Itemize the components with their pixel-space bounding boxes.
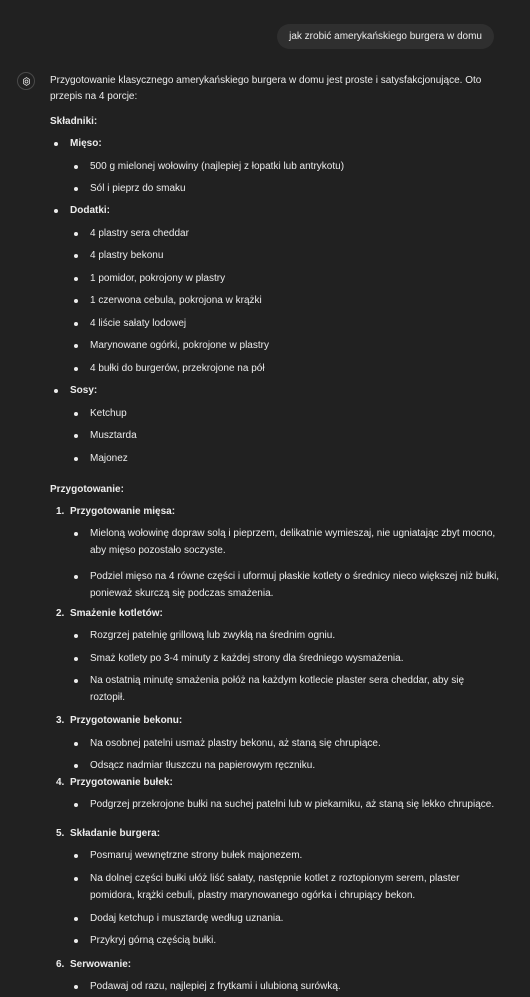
step-number: 2. [56,608,65,619]
step-item-text: Mieloną wołowinę dopraw solą i pieprzem, delikatnie wymieszaj, nie ugniatając zbyt mocno, [90,528,496,539]
bullet-icon [74,277,78,281]
bullet-icon [74,575,78,579]
step-number: 4. [56,777,65,788]
step-item-text: Podziel mięso na 4 równe części i uformuj płaskie kotlety o średnicy nieco większej niż bułki, [90,571,500,582]
bullet-icon [74,764,78,768]
step-number: 6. [56,959,65,970]
bullet-icon [74,187,78,191]
bullet-icon [74,742,78,746]
bullet-icon [54,209,58,213]
bullet-icon [54,142,58,146]
step-item-text: Rozgrzej patelnię grillową lub zwykłą na średnim ogniu. [90,630,336,641]
ingredient-item: 4 bułki do burgerów, przekrojone na pół [90,363,265,374]
step-title: Przygotowanie bułek: [70,777,173,788]
step-item-text: aby mięso pozostało soczyste. [90,545,226,556]
step-number: 3. [56,715,65,726]
ingredient-group-title: Dodatki: [70,205,110,216]
bullet-icon [74,412,78,416]
bullet-icon [54,389,58,393]
bullet-icon [74,657,78,661]
ingredient-item: 1 pomidor, pokrojony w plastry [90,273,226,284]
step-item-text: Na dolnej części bułki ułóż liść sałaty, następnie kotlet z roztopionym serem, plaster [90,873,460,884]
bullet-icon [74,917,78,921]
step-item-text: Na ostatnią minutę smażenia połóż na każdym kotlecie plaster sera cheddar, aby się [90,675,465,686]
step-title: Serwowanie: [70,959,132,970]
step-number: 1. [56,506,65,517]
step-item-text: Podawaj od razu, najlepiej z frytkami i ulubioną surówką. [90,981,341,992]
step-item-text: Odsącz nadmiar tłuszczu na papierowym ręczniku. [90,760,316,771]
bullet-icon [74,854,78,858]
bullet-icon [74,434,78,438]
step-item-text: Podgrzej przekrojone bułki na suchej patelni lub w piekarniku, aż staną się lekko chrupiące. [90,799,495,810]
ingredient-item: 1 czerwona cebula, pokrojona w krążki [90,295,262,306]
bullet-icon [74,165,78,169]
ingredient-item: Ketchup [90,408,127,419]
step-item-text: Smaż kotlety po 3-4 minuty z każdej strony dla średniego wysmażenia. [90,653,404,664]
bullet-icon [74,232,78,236]
step-item-text: Na osobnej patelni usmaż plastry bekonu, aż staną się chrupiące. [90,738,381,749]
bullet-icon [74,985,78,989]
step-title: Składanie burgera: [70,828,161,839]
bullet-icon [74,679,78,683]
step-item-text: Posmaruj wewnętrzne strony bułek majonezem. [90,850,303,861]
bullet-icon [74,457,78,461]
step-item-text: Dodaj ketchup i musztardę według uznania. [90,913,284,924]
bullet-icon [74,322,78,326]
bullet-icon [74,367,78,371]
ingredient-item: Marynowane ogórki, pokrojone w plastry [90,340,269,351]
ingredient-item: Sól i pieprz do smaku [90,183,186,194]
intro-text: Przygotowanie klasycznego amerykańskiego burgera w domu jest proste i satysfakcjonujące. Oto przepis na 4 porcje: [50,75,482,102]
step-number: 5. [56,828,65,839]
assistant-avatar [17,72,35,90]
ingredients-heading: Składniki: [50,116,98,127]
bullet-icon [74,939,78,943]
bullet-icon [74,877,78,881]
step-item-text: ponieważ skurczą się podczas smażenia. [90,588,274,599]
ingredient-item: Musztarda [90,430,137,441]
ingredient-item: 4 liście sałaty lodowej [90,318,187,329]
openai-logo-icon [21,76,32,87]
bullet-icon [74,634,78,638]
step-item-text: Przykryj górną częścią bułki. [90,935,217,946]
step-title: Przygotowanie mięsa: [70,506,176,517]
bullet-icon [74,803,78,807]
step-item-text: roztopił. [90,692,126,703]
ingredient-item: Majonez [90,453,128,464]
step-title: Smażenie kotletów: [70,608,163,619]
ingredient-group-title: Mięso: [70,138,102,149]
bullet-icon [74,344,78,348]
step-title: Przygotowanie bekonu: [70,715,183,726]
user-message-bubble: jak zrobić amerykańskiego burgera w domu [277,24,494,49]
bullet-icon [74,532,78,536]
bullet-icon [74,299,78,303]
ingredient-item: 4 plastry bekonu [90,250,164,261]
ingredient-item: 4 plastry sera cheddar [90,228,189,239]
step-item-text: pomidora, krążki cebuli, plastry marynowanego ogórka i chrupiący bekon. [90,890,416,901]
preparation-heading: Przygotowanie: [50,484,124,495]
ingredient-item: 500 g mielonej wołowiny (najlepiej z łopatki lub antrykotu) [90,161,345,172]
ingredient-group-title: Sosy: [70,385,98,396]
bullet-icon [74,254,78,258]
